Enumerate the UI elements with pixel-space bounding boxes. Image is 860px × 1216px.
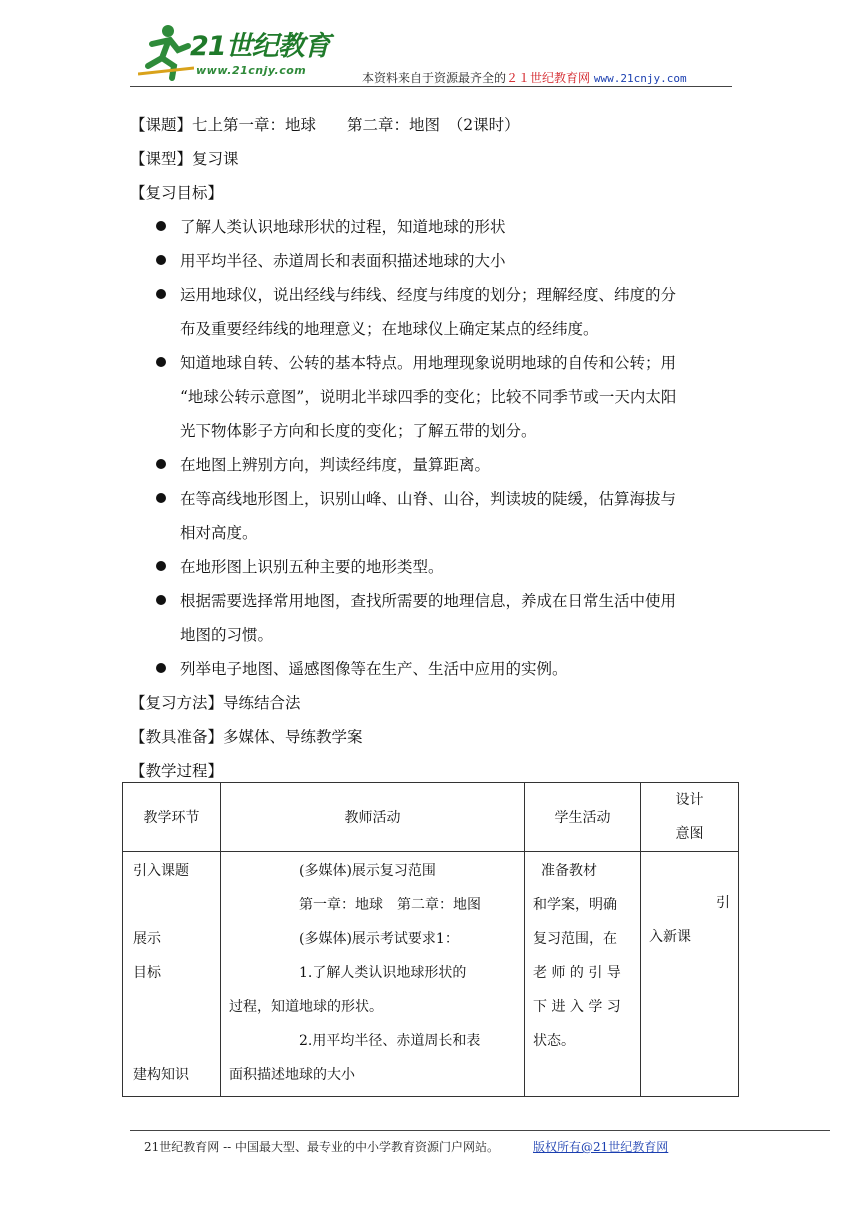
logo-title: 21世纪教育 bbox=[190, 31, 330, 62]
table-row bbox=[123, 852, 739, 1097]
bullet-icon bbox=[156, 255, 166, 265]
header-note-prefix: 本资料来自于资源最齐全的 bbox=[362, 71, 507, 85]
goal-item bbox=[130, 210, 736, 244]
header-student-activity: 学生活动 bbox=[525, 783, 641, 852]
topic-line: 【课题】七上第一章：地球 第二章：地图 （2课时） bbox=[130, 116, 520, 134]
bullet-icon bbox=[156, 357, 166, 367]
stage-line bbox=[133, 1024, 212, 1058]
student-activity-line: 状态。 bbox=[533, 1033, 575, 1049]
goal-text-line: 相对高度。 bbox=[180, 524, 258, 542]
goal-item bbox=[130, 346, 736, 448]
bullet-icon bbox=[156, 221, 166, 231]
footer-copyright-link[interactable]: 版权所有@21世纪教育网 bbox=[533, 1140, 669, 1154]
goal-text-line: 根据需要选择常用地图，查找所需要的地理信息，养成在日常生活中使用 bbox=[180, 592, 677, 610]
footer-text: 21世纪教育网 -- 中国最大型、最专业的中小学教育资源门户网站。 bbox=[144, 1140, 500, 1154]
page-footer bbox=[144, 1138, 668, 1155]
goal-item bbox=[130, 482, 736, 550]
page-header bbox=[0, 0, 860, 90]
student-activity-line: 和学案，明确 bbox=[533, 897, 617, 913]
goal-item bbox=[130, 448, 736, 482]
goal-text-line: 用平均半径、赤道周长和表面积描述地球的大小 bbox=[180, 252, 506, 270]
lesson-plan-body bbox=[130, 108, 736, 788]
stage-line: 建构知识 bbox=[133, 1067, 189, 1083]
footer-divider bbox=[130, 1130, 830, 1131]
header-teacher-activity: 教师活动 bbox=[221, 783, 525, 852]
goal-item bbox=[130, 584, 736, 652]
goal-item bbox=[130, 278, 736, 346]
design-intent-cell bbox=[641, 852, 739, 1097]
site-logo[interactable] bbox=[138, 22, 338, 82]
bullet-icon bbox=[156, 663, 166, 673]
lesson-type-line: 【课型】复习课 bbox=[130, 150, 239, 168]
goal-text-line: 列举电子地图、遥感图像等在生产、生活中应用的实例。 bbox=[180, 660, 568, 678]
student-activity-line: 准备教材 bbox=[541, 863, 597, 879]
teacher-activity-line: 面积描述地球的大小 bbox=[229, 1067, 355, 1083]
stage-line: 引入课题 bbox=[133, 863, 189, 879]
design-intent-part1: 引 bbox=[716, 895, 730, 911]
design-intent-part2: 入新课 bbox=[649, 929, 691, 945]
goal-text-line: 光下物体影子方向和长度的变化；了解五带的划分。 bbox=[180, 422, 537, 440]
header-design-intent bbox=[641, 783, 739, 852]
student-activity-line: 下 进 入 学 习 bbox=[533, 999, 621, 1015]
teacher-activity-cell bbox=[221, 852, 525, 1097]
goal-item bbox=[130, 244, 736, 278]
goal-text-line: 在等高线地形图上，识别山峰、山脊、山谷，判读坡的陡缓，估算海拔与 bbox=[180, 490, 677, 508]
table-header-row bbox=[123, 783, 739, 852]
header-design-line2: 意图 bbox=[675, 826, 704, 842]
teacher-activity-line: 1.了解人类认识地球形状的 bbox=[299, 965, 467, 981]
header-divider bbox=[130, 86, 732, 87]
stage-line bbox=[133, 990, 212, 1024]
teacher-activity-line: 2.用平均半径、赤道周长和表 bbox=[299, 1033, 481, 1049]
stage-line: 目标 bbox=[133, 965, 161, 981]
teacher-activity-line: 过程，知道地球的形状。 bbox=[229, 999, 383, 1015]
process-heading: 【教学过程】 bbox=[130, 762, 224, 780]
student-activity-cell bbox=[525, 852, 641, 1097]
header-design-line1: 设计 bbox=[675, 792, 704, 808]
bullet-icon bbox=[156, 289, 166, 299]
goal-text-line: 了解人类认识地球形状的过程，知道地球的形状 bbox=[180, 218, 506, 236]
goal-text-line: 在地图上辨别方向，判读经纬度，量算距离。 bbox=[180, 456, 491, 474]
goal-text-line: 地图的习惯。 bbox=[180, 626, 274, 644]
bullet-icon bbox=[156, 493, 166, 503]
goal-text-line: 布及重要经纬线的地理意义；在地球仪上确定某点的经纬度。 bbox=[180, 320, 599, 338]
logo-url: www.21cnjy.com bbox=[196, 64, 307, 77]
goal-item bbox=[130, 550, 736, 584]
method-line: 【复习方法】导练结合法 bbox=[130, 694, 301, 712]
teacher-activity-line: (多媒体)展示复习范围 bbox=[299, 863, 436, 879]
bullet-icon bbox=[156, 595, 166, 605]
goals-heading: 【复习目标】 bbox=[130, 184, 224, 202]
goal-text-line: “地球公转示意图”，说明北半球四季的变化；比较不同季节或一天内太阳 bbox=[180, 388, 677, 406]
header-brand-link[interactable]: ２１世纪教育网 bbox=[506, 71, 591, 85]
goal-text-line: 在地形图上识别五种主要的地形类型。 bbox=[180, 558, 444, 576]
prep-line: 【教具准备】多媒体、导练教学案 bbox=[130, 728, 363, 746]
runner-logo-icon bbox=[138, 22, 194, 82]
student-activity-line: 复习范围，在 bbox=[533, 931, 617, 947]
stage-cell bbox=[123, 852, 221, 1097]
bullet-icon bbox=[156, 561, 166, 571]
header-source-note bbox=[362, 69, 687, 86]
header-stage: 教学环节 bbox=[123, 783, 221, 852]
goal-item bbox=[130, 652, 736, 686]
goal-text-line: 运用地球仪，说出经线与纬线、经度与纬度的划分；理解经度、纬度的分 bbox=[180, 286, 677, 304]
stage-line bbox=[133, 888, 212, 922]
header-url-link[interactable]: www.21cnjy.com bbox=[593, 72, 687, 85]
stage-line: 展示 bbox=[133, 931, 161, 947]
teaching-process-table bbox=[122, 782, 739, 1097]
teacher-activity-line: (多媒体)展示考试要求1： bbox=[299, 931, 459, 947]
goals-list bbox=[130, 210, 736, 686]
student-activity-line: 老 师 的 引 导 bbox=[533, 965, 621, 981]
bullet-icon bbox=[156, 459, 166, 469]
teacher-activity-line: 第一章：地球 第二章：地图 bbox=[299, 897, 481, 913]
goal-text-line: 知道地球自转、公转的基本特点。用地理现象说明地球的自传和公转；用 bbox=[180, 354, 677, 372]
